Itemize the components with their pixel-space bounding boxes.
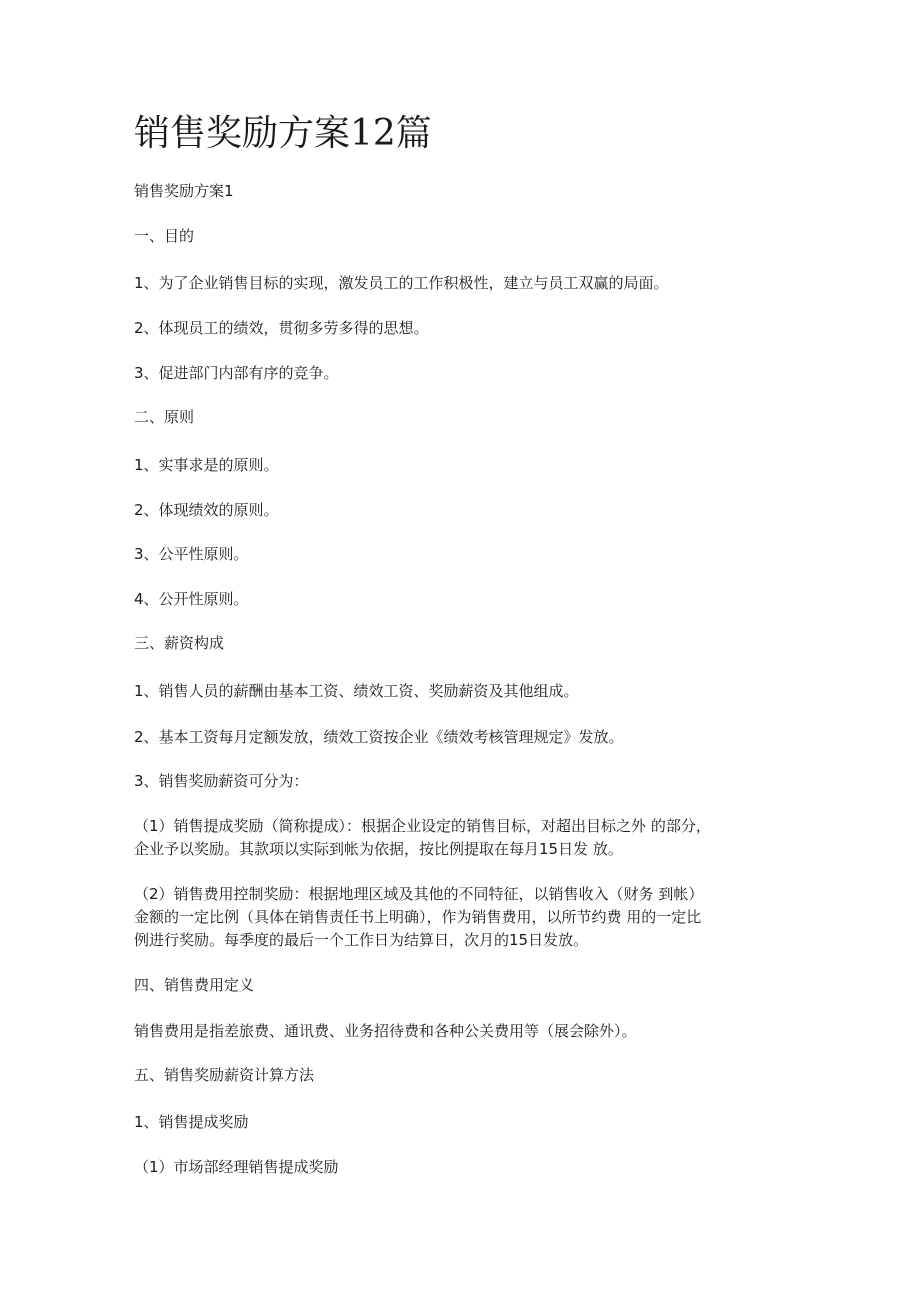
heading-sales-expense-definition: 四、销售费用定义 <box>134 976 255 994</box>
paragraph-salary-2: 2、基本工资每月定额发放，绩效工资按企业《绩效考核管理规定》发放。 <box>134 728 624 746</box>
paragraph-salary-3: 3、销售奖励薪资可分为： <box>134 772 309 790</box>
paragraph-sales-expense-definition: 销售费用是指差旅费、通讯费、业务招待费和各种公关费用等（展会除外）。 <box>134 1022 637 1040</box>
paragraph-line: 例进行奖励。每季度的最后一个工作日为结算日，次月的15日发放。 <box>134 931 589 949</box>
paragraph-commission-heading: 1、销售提成奖励 <box>134 1113 249 1131</box>
section-subtitle: 销售奖励方案1 <box>134 182 234 200</box>
heading-purpose: 一、目的 <box>134 227 195 245</box>
paragraph-purpose-1: 1、为了企业销售目标的实现，激发员工的工作积极性，建立与员工双赢的局面。 <box>134 274 669 292</box>
paragraph-principle-4: 4、公开性原则。 <box>134 590 249 608</box>
paragraph-line: （1）销售提成奖励（简称提成）：根据企业设定的销售目标，对超出目标之外 的部分， <box>134 817 711 835</box>
paragraph-salary-1: 1、销售人员的薪酬由基本工资、绩效工资、奖励薪资及其他组成。 <box>134 682 579 700</box>
paragraph-line: 金额的一定比例（具体在销售责任书上明确），作为销售费用，以所节约费 用的一定比 <box>134 908 702 926</box>
heading-principles: 二、原则 <box>134 408 195 426</box>
paragraph-line: （2）销售费用控制奖励：根据地理区域及其他的不同特征，以销售收入（财务 到帐） <box>134 885 704 903</box>
paragraph-purpose-2: 2、体现员工的绩效，贯彻多劳多得的思想。 <box>134 319 429 337</box>
paragraph-purpose-3: 3、促进部门内部有序的竞争。 <box>134 364 339 382</box>
heading-calculation-method: 五、销售奖励薪资计算方法 <box>134 1066 315 1084</box>
paragraph-expense-control-reward <box>134 883 799 952</box>
paragraph-principle-1: 1、实事求是的原则。 <box>134 456 279 474</box>
paragraph-line: 企业予以奖励。其款项以实际到帐为依据，按比例提取在每月15日发 放。 <box>134 840 623 858</box>
page-title: 销售奖励方案12篇 <box>134 113 432 154</box>
heading-salary-structure: 三、薪资构成 <box>134 634 225 652</box>
paragraph-principle-3: 3、公平性原则。 <box>134 545 249 563</box>
paragraph-commission-reward <box>134 815 799 861</box>
paragraph-principle-2: 2、体现绩效的原则。 <box>134 501 279 519</box>
paragraph-manager-commission: （1）市场部经理销售提成奖励 <box>134 1158 339 1176</box>
